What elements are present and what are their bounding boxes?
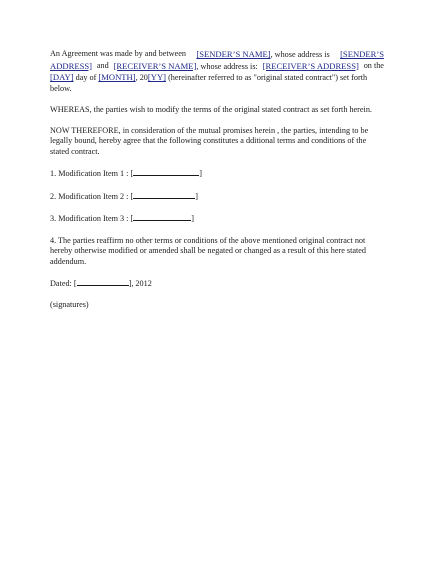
intro-text-6: day of bbox=[75, 73, 97, 83]
intro-text-1: An Agreement was made by and between bbox=[50, 49, 186, 58]
intro-line-2 bbox=[50, 61, 384, 73]
modification-item-3-close: ] bbox=[191, 214, 194, 224]
reaffirm-line-3: addendum. bbox=[50, 256, 87, 266]
modification-item-3-label: 3. Modification Item 3 : [ bbox=[50, 214, 134, 224]
intro-text-8: (hereinafter referred to as "original stated contract") set forth bbox=[168, 73, 368, 83]
modification-item-1-blank[interactable] bbox=[133, 168, 199, 176]
modification-item-2-label: 2. Modification Item 2 : [ bbox=[50, 191, 134, 201]
intro-line-3 bbox=[50, 72, 384, 84]
year-field[interactable]: [YY] bbox=[147, 72, 167, 83]
intro-text-5: on the bbox=[363, 60, 384, 70]
month-field[interactable]: [MONTH] bbox=[98, 72, 136, 83]
modification-item-2-blank[interactable] bbox=[133, 191, 195, 199]
reaffirm-paragraph bbox=[50, 236, 384, 268]
intro-text-7: , 20 bbox=[135, 73, 148, 83]
receiver-address-field[interactable]: [RECEIVER’S ADDRESS] bbox=[262, 60, 359, 71]
intro-paragraph bbox=[50, 49, 384, 94]
dated-label: Dated: [ bbox=[50, 278, 77, 288]
modification-item-3-blank[interactable] bbox=[133, 213, 191, 221]
whereas-paragraph: WHEREAS, the parties wish to modify the terms of the original stated contract as set forth herein. bbox=[50, 104, 372, 114]
modification-item-2 bbox=[50, 191, 384, 203]
intro-text-4: , whose address is: bbox=[196, 61, 258, 71]
reaffirm-line-1: 4. The parties reaffirm no other terms or conditions of the above mentioned original contract not bbox=[50, 235, 366, 245]
signatures-line: (signatures) bbox=[50, 300, 89, 310]
now-therefore-paragraph bbox=[50, 126, 384, 158]
modification-item-1-label: 1. Modification Item 1 : [ bbox=[50, 168, 134, 178]
day-field[interactable]: [DAY] bbox=[50, 72, 74, 83]
intro-text-3: and bbox=[96, 60, 109, 70]
sender-address-field-a[interactable]: [SENDER’S bbox=[340, 49, 384, 59]
addendum-body bbox=[50, 49, 384, 322]
intro-text-2: , whose address is bbox=[270, 50, 330, 59]
now-therefore-line-2: legally bound, hereby agree that the following constitutes a dditional terms and conditions of the bbox=[50, 136, 367, 146]
sender-name-field[interactable]: [SENDER’S NAME] bbox=[196, 49, 271, 59]
dated-line bbox=[50, 278, 384, 290]
intro-line-1 bbox=[50, 49, 384, 61]
receiver-name-field[interactable]: [RECEIVER’S NAME] bbox=[113, 60, 197, 71]
reaffirm-line-2: hereby otherwise modified or amended shall be negated or changed as a result of this here stated bbox=[50, 246, 367, 256]
dated-blank[interactable] bbox=[77, 278, 129, 286]
now-therefore-line-3: stated contract. bbox=[50, 146, 100, 156]
sender-address-field-b[interactable]: ADDRESS] bbox=[50, 60, 93, 71]
intro-line-4: below. bbox=[50, 83, 72, 93]
modification-item-1 bbox=[50, 168, 384, 180]
modification-item-1-close: ] bbox=[199, 168, 202, 178]
modification-item-2-close: ] bbox=[195, 191, 198, 201]
modification-item-3 bbox=[50, 213, 384, 225]
now-therefore-line-1: NOW THEREFORE, in consideration of the mutual promises herein , the parties, intending to be bbox=[50, 125, 369, 135]
dated-close: ], 2012 bbox=[128, 278, 152, 288]
